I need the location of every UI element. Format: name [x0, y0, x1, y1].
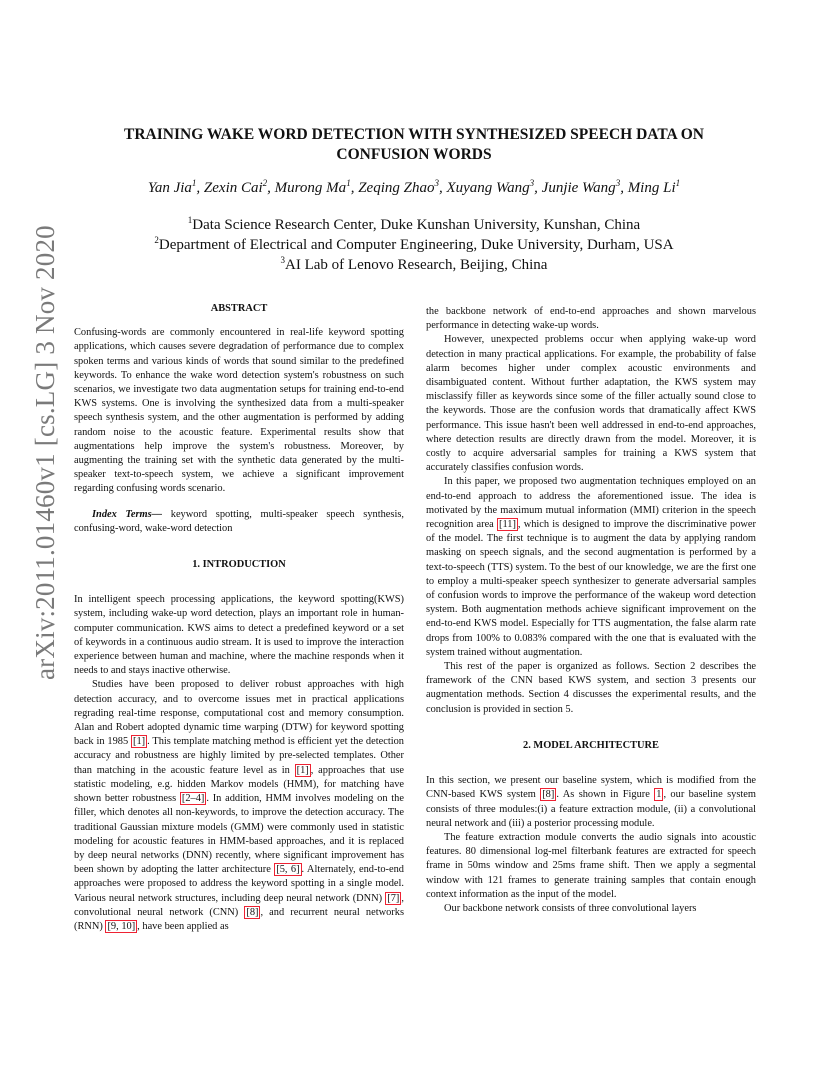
citation-link[interactable]: [5, 6]	[276, 864, 300, 876]
author: Junjie Wang	[541, 180, 616, 196]
left-column	[74, 302, 404, 934]
author: Xuyang Wang	[446, 180, 530, 196]
intro-paragraph: This rest of the paper is organized as follows. Section 2 describes the framework of the CNN based KWS system, and section 3 presents our augmentation methods. Section 4 discusses the experimental results, and the conclusion is provided in section 5.	[426, 661, 756, 715]
author: Yan Jia	[147, 180, 192, 196]
arxiv-identifier: arXiv:2011.01460v1 [cs.LG] 3 Nov 2020	[30, 225, 60, 680]
author-list: Yan Jia$^1$, Zexin Cai$^2$, Murong Ma$^1$, Zeqing Zhao$^3$, Xuyang Wang$^3$, Junjie Wang$^3$, Ming Li$^1$	[147, 178, 681, 196]
citation-link[interactable]: [11]	[498, 519, 516, 531]
model-architecture-heading: 2. MODEL ARCHITECTURE	[523, 739, 659, 751]
introduction-heading: 1. INTRODUCTION	[192, 559, 286, 571]
affiliation-list	[60, 215, 768, 275]
abstract-text: Confusing-words are commonly encountered in real-life keyword spotting applications, which causes severe degradation of performance due to complex spoken terms and various kinds of words that sound similar to the predefined keywords. To enhance the wake word detection system's robustness on such scenarios, we investigate two data augmentation setups for training end-to-end KWS systems. One is involving the synthesized data from a multi-speaker speech synthesis system, and the other augmentation is performed by adding random noise to the acoustic feature. Experimental results show that augmentations help improve the system's robustness. Moreover, by augmenting the training set with the synthetic data generated by the multi-speaker text-to-speech system, we achieve a significant improvement regarding confusing words scenario.	[74, 327, 404, 495]
citation-link[interactable]: [8]	[246, 906, 259, 918]
intro-paragraph: In this paper, we proposed two augmentation techniques employed on an end-to-end approach to address the aforementioned issue. The idea is motivated by the maximum mutual information (MMI) criterion in the speech recognition area [11] , which is designed to improve the discriminative power of the model. The first technique is to augment the data by applying random masking on speech signals, and the second augmentation is performed by a text-to-speech (TTS) system. To the best of our knowledge, we are the first one to employ a multi-speaker speech synthesizer to generate adversarial samples of confusion words to improve the performance of the wakeup word detection system. Both augmentation methods achieve significant improvement on the end-to-end KWS model. Especially for TTS augmentation, the false alarm rate drops from 100% to 0.083% compared with the one that is evaluated with the system trained without augmentation.	[426, 476, 757, 658]
citation-link[interactable]: [2–4]	[181, 793, 205, 805]
model-paragraph: The feature extraction module converts the audio signals into acoustic features. 80 dimensional log-mel filterbank features are extracted for speech frame in 50ms window and 25ms frame shift. Then we apply a segmental window with 121 frames to generate training samples that contain enough context information as the input of the model.	[426, 831, 756, 900]
citation-link[interactable]: [9, 10]	[107, 920, 136, 932]
intro-paragraph: However, unexpected problems occur when applying wake-up word detection in many practical applications. For example, the probability of false alarm becomes higher under complex acoustic environments and disambiguated content. Without further adaptation, the KWS system may misclassify filler as keywords since some of the filler actually sound close to the keywords. Those are the confusion words that dramatically affect KWS performance. This issue hasn't been well addressed in end-to-end approaches, where detection results are directly drawn from the model. Moreover, it is costly to acquire adversarial samples for training a KWS system that accurately classifies confusion words.	[426, 334, 756, 474]
citation-link[interactable]: [1]	[133, 736, 146, 748]
model-paragraph: Our backbone network consists of three convolutional layers	[444, 902, 697, 914]
citation-link[interactable]: [8]	[542, 789, 555, 801]
citation-link[interactable]: [1]	[296, 764, 309, 776]
model-paragraph: In this section, we present our baseline system, which is modified from the CNN-based KWS system [8] . As shown in Figure 1 , our baseline system consists of three modules:(i) a feature extraction module, (ii) a convolutional neural network and (iii) a posterior processing module.	[426, 775, 756, 829]
right-column	[426, 305, 756, 916]
intro-paragraph: the backbone network of end-to-end approaches and shown marvelous performance in detecting wake-up words.	[426, 306, 756, 332]
paper-title: TRAINING WAKE WORD DETECTION WITH SYNTHESIZED SPEECH DATA ON CONFUSION WORDS	[124, 126, 704, 163]
citation-link[interactable]: [7]	[387, 892, 400, 904]
intro-paragraph: In intelligent speech processing applications, the keyword spotting(KWS) system, including wake-up word detection, plays an important role in human-computer communication. KWS aims to detect a predefined keyword or a set of keywords in a continuous audio stream. It is used to improve the interaction experience between human and machine, where the machine responds when it needs to and stays inactive otherwise.	[74, 594, 404, 677]
intro-paragraph: Studies have been proposed to deliver robust approaches with high detection accuracy, and to overcome issues met in practical applications regrading real-time response, computational cost and memory consumption. Alan and Robert adopted dynamic time warping (DTW) for keyword spotting back in 1985 [1] . This template matching method is efficient yet the detection accuracy and robustness are highly limited by pre-selected templates. Other than matching in the acoustic feature level as in [1] , approaches that use statistic modeling, e.g. hidden Markov models (HMM), for matching have shown better robustness [2–4] . In addition, HMM involves modeling on the filler, which denotes all non-keywords, to improve the detection accuracy. The traditional Gaussian mixture models (GMM) were commonly used in statistic modeling for acoustic features in HMM-based approaches, and it is replaced by deep neural networks (DNN) recently, where significant improvement has been shown by adopting the latter architecture [5, 6] . Alternately, end-to-end approaches were proposed to address the keyword spotting in a single model. Various neural network structures, including deep neural network (DNN) [7] , convolutional neural network (CNN) [8] , and recurrent neural networks (RNN) [9, 10] , have been applied as	[74, 679, 404, 932]
affiliation: $^3$AI Lab of Lenovo Research, Beijing, China	[280, 255, 548, 273]
author: Zeqing Zhao	[358, 180, 435, 196]
abstract-heading: ABSTRACT	[210, 303, 268, 314]
index-terms: Index Terms— keyword spotting, multi-speaker speech synthesis, confusing-word, wake-word detection	[74, 508, 404, 534]
figure-link[interactable]: 1	[656, 789, 662, 801]
author: Zexin Cai	[203, 180, 263, 196]
author: Murong Ma	[274, 180, 347, 196]
affiliation: $^1$Data Science Research Center, Duke Kunshan University, Kunshan, China	[187, 215, 641, 233]
author: Ming Li	[627, 180, 676, 196]
affiliation: $^2$Department of Electrical and Computer Engineering, Duke University, Durham, USA	[154, 235, 674, 253]
